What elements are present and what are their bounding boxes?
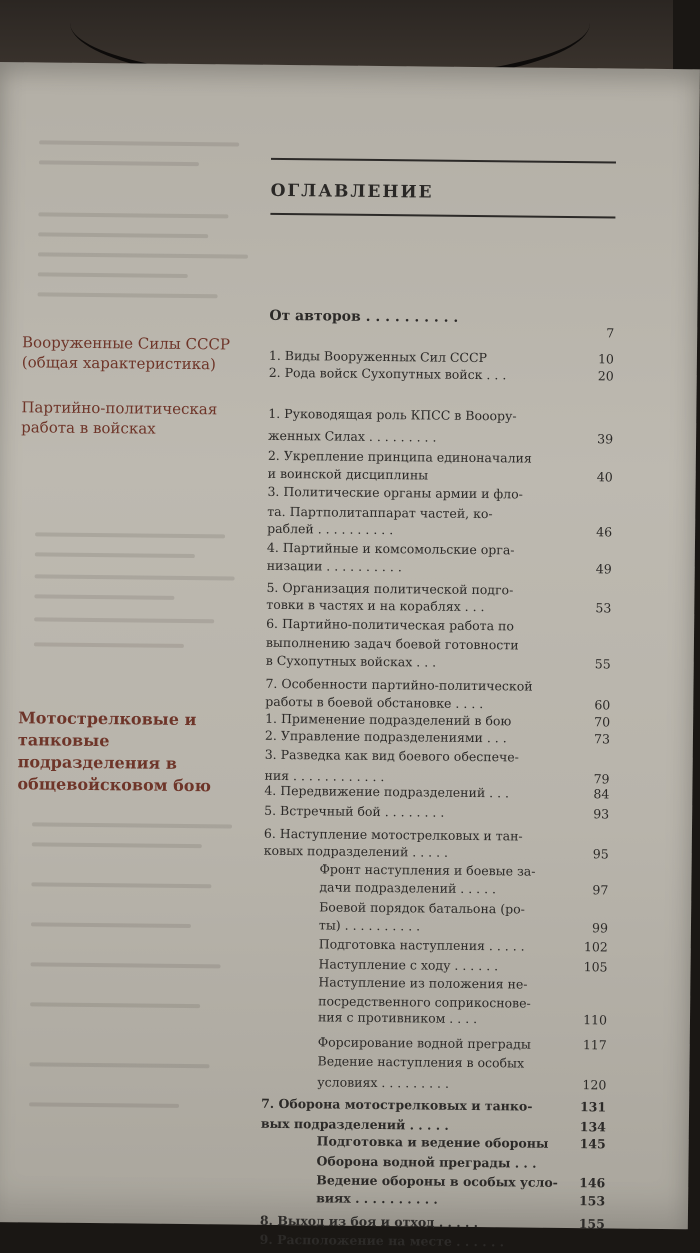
toc-page-number: 131 xyxy=(579,1099,607,1115)
toc-page-number: 49 xyxy=(595,561,612,577)
toc-line-text: 8. Выход из боя и отход . . . . . xyxy=(259,1212,479,1231)
toc-line xyxy=(265,727,610,749)
toc-line-text: в Сухопутных войсках . . . xyxy=(265,652,437,670)
show-through-line xyxy=(34,594,174,599)
toc-line-text: и воинской дисциплины xyxy=(267,465,429,483)
toc-line-text: 3. Разведка как вид боевого обеспече- xyxy=(264,746,520,765)
toc-line xyxy=(263,878,608,900)
toc-line-text: посредственного соприкоснове- xyxy=(318,993,531,1011)
toc-line-text: 1. Применение подразделений в бою xyxy=(265,710,512,729)
toc-line-text: 1. Руководящая роль КПСС в Вооору- xyxy=(268,405,517,424)
toc-line xyxy=(260,1189,605,1211)
toc-line-text: Подготовка и ведение обороны xyxy=(316,1133,549,1151)
toc-line-text: 5. Встречный бой . . . . . . . . xyxy=(264,802,445,820)
toc-line-text: работы в боевой обстановке . . . . xyxy=(265,693,484,712)
show-through-line xyxy=(32,822,232,828)
toc-page-number: 95 xyxy=(592,846,609,862)
show-through-line xyxy=(35,574,235,580)
toc-line-text: Ведение наступления в особых xyxy=(317,1053,525,1071)
toc-line-text: 6. Партийно-политическая работа по xyxy=(266,615,514,634)
toc-line xyxy=(264,802,609,824)
toc-line-text: 2. Рода войск Сухопутных войск . . . xyxy=(268,364,507,383)
show-through-line xyxy=(38,252,248,258)
toc-line xyxy=(267,483,612,505)
toc-line xyxy=(267,557,612,579)
toc-page-number: 102 xyxy=(583,939,608,955)
show-through-line xyxy=(29,1102,179,1108)
toc-line xyxy=(260,1152,605,1174)
toc-line xyxy=(260,1231,605,1253)
toc-line xyxy=(261,1052,606,1074)
toc-line xyxy=(260,1212,605,1234)
toc-line-text: 2. Управление подразделениями . . . xyxy=(264,727,507,746)
toc-line xyxy=(267,520,612,542)
toc-line-text: 5. Организация политической подго- xyxy=(266,579,514,598)
toc-page-number: 110 xyxy=(583,1012,608,1028)
toc-page-number: 20 xyxy=(597,368,614,384)
toc-line xyxy=(269,364,614,386)
show-through-line xyxy=(30,1002,200,1008)
show-through-line xyxy=(29,1062,209,1068)
show-through-line xyxy=(35,532,225,538)
show-through-line xyxy=(39,140,239,146)
toc-page-number: 105 xyxy=(583,959,608,975)
toc-line-text: условиях . . . . . . . . . xyxy=(317,1074,450,1091)
page-title: ОГЛАВЛЕНИЕ xyxy=(270,180,434,203)
heading-rule-bottom xyxy=(270,213,615,219)
toc-line-text: ковых подразделений . . . . . xyxy=(263,842,449,860)
toc-line xyxy=(261,1073,606,1095)
toc-page-number: 99 xyxy=(591,920,609,936)
toc-line-text: 4. Передвижение подразделений . . . xyxy=(264,782,510,801)
toc-page-number: 10 xyxy=(597,351,615,367)
show-through-line xyxy=(38,292,218,298)
section-title-combat: Мотострелковые и танковые подразделения в общевойсковом бою xyxy=(17,708,212,796)
show-through-line xyxy=(39,160,199,166)
show-through-line xyxy=(35,552,195,558)
toc-line-text: товки в частях и на кораблях . . . xyxy=(266,596,485,615)
toc-line-text: дачи подразделений . . . . . xyxy=(319,879,497,897)
toc-line xyxy=(269,321,614,343)
toc-line xyxy=(268,405,613,427)
show-through-line xyxy=(31,962,221,968)
toc-line-text: Ведение обороны в особых усло- xyxy=(316,1172,558,1190)
toc-page-number: 93 xyxy=(593,806,610,822)
book-page xyxy=(0,62,700,1250)
toc-page-number: 73 xyxy=(593,731,611,747)
toc-page-number: 40 xyxy=(596,469,613,485)
toc-line-text: 2. Укрепление принципа единоначалия xyxy=(267,447,532,466)
toc-line xyxy=(265,746,610,768)
toc-line-text: раблей . . . . . . . . . . xyxy=(267,520,394,538)
toc-line-text: 1. Виды Вооруженных Сил СССР xyxy=(268,347,488,366)
toc-page-number: 46 xyxy=(596,524,613,540)
show-through-line xyxy=(32,842,202,848)
toc-line-text: ния . . . . . . . . . . . . xyxy=(264,767,385,785)
toc-line xyxy=(266,652,611,674)
toc-line xyxy=(261,1095,606,1117)
toc-page-number: 134 xyxy=(579,1119,606,1135)
toc-line-text: 4. Партийные и комсомольские орга- xyxy=(266,539,515,558)
toc-line-text: 6. Наступление мотострелковых и тан- xyxy=(263,825,523,844)
toc-line xyxy=(266,596,611,618)
toc-line-text: низации . . . . . . . . . . xyxy=(266,557,402,575)
toc-line-text: 3. Политические органы армии и фло- xyxy=(267,483,523,502)
toc-page-number: 155 xyxy=(578,1216,605,1232)
heading-rule-top xyxy=(271,158,616,164)
toc-line-text: Боевой порядок батальона (ро- xyxy=(319,899,525,917)
toc-line-text: Подготовка наступления . . . . . xyxy=(318,936,525,954)
toc-line-text: 7. Особенности партийно-политической xyxy=(265,675,533,694)
toc-line-text: Форсирование водной преграды xyxy=(317,1034,531,1052)
show-through-line xyxy=(31,922,191,928)
toc-line-text: Наступление с ходу . . . . . . xyxy=(318,956,499,974)
toc-line-text: Оборона водной преграды . . . xyxy=(316,1153,537,1171)
show-through-line xyxy=(38,212,228,218)
toc-line-text: ты) . . . . . . . . . . xyxy=(318,917,421,934)
show-through-line xyxy=(34,617,214,623)
toc-line-text: виях . . . . . . . . . . xyxy=(316,1190,438,1207)
toc-line xyxy=(264,782,609,804)
toc-line xyxy=(268,427,613,449)
toc-page-number: 70 xyxy=(594,714,611,730)
toc-page-number: 55 xyxy=(594,656,611,672)
toc-line-text: Фронт наступления и боевые за- xyxy=(319,861,536,879)
show-through-line xyxy=(34,642,184,648)
toc-line-text: та. Партполитаппарат частей, ко- xyxy=(267,503,493,522)
toc-line-text: 7. Оборона мотострелковых и танко- xyxy=(261,1095,533,1114)
toc-line xyxy=(263,916,608,938)
toc-page-number: 79 xyxy=(593,771,610,787)
toc-line xyxy=(262,1008,607,1030)
toc-page-number: 120 xyxy=(582,1077,607,1093)
toc-line-text: От авторов . . . . . . . . . . xyxy=(269,307,459,326)
toc-page-number: 60 xyxy=(594,697,611,713)
toc-line-text: выполнению задач боевой готовности xyxy=(265,634,519,653)
toc-page-number: 146 xyxy=(579,1175,606,1191)
toc-page-number: 39 xyxy=(597,431,614,447)
show-through-line xyxy=(38,232,208,238)
toc-line xyxy=(262,1033,607,1055)
toc-line-text: вых подразделений . . . . . xyxy=(260,1115,449,1133)
toc-page-number: 97 xyxy=(592,882,609,898)
toc-line xyxy=(263,935,608,957)
toc-line-text: ния с противником . . . . xyxy=(317,1009,478,1027)
toc-line-text: 9. Расположение на месте . . . . . . xyxy=(259,1231,505,1250)
toc-page-number: 145 xyxy=(579,1136,606,1152)
toc-page-number: 7 xyxy=(606,325,615,341)
toc-line-text: женных Силах . . . . . . . . . xyxy=(268,427,437,445)
toc-line xyxy=(261,1132,606,1154)
show-through-line xyxy=(38,272,188,278)
toc-page-number: 117 xyxy=(582,1037,607,1053)
toc-page-number: 84 xyxy=(593,786,610,802)
toc-line xyxy=(262,973,607,995)
section-title-armed-forces: Вооруженные Силы СССР (общая характеристика) xyxy=(21,333,231,374)
show-through-line xyxy=(31,882,211,888)
toc-line-text: Наступление из положения не- xyxy=(318,974,528,992)
toc-line xyxy=(266,615,611,637)
section-title-party-work: Партийно-политическая работа в войсках xyxy=(21,398,218,438)
toc-page-number: 53 xyxy=(595,600,612,616)
toc-page-number: 153 xyxy=(578,1193,606,1209)
